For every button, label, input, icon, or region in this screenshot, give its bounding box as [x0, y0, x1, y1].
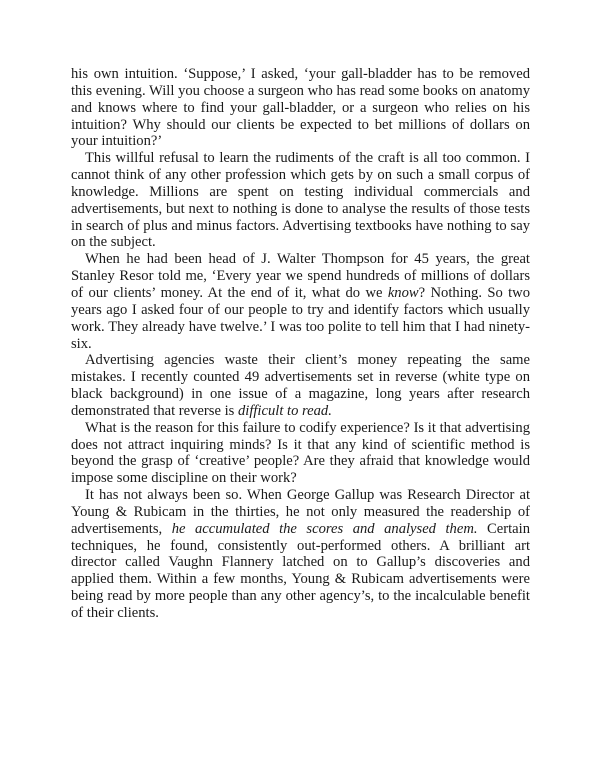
paragraph-text: Certain techniques, he found, consistently out-performed others. A brilliant art director called Vaughn Flannery latched on to Gallup’s discoveries and applied them. Within a few months, Young & Rubicam advertisements were being read by more people than any other agency’s, to the incalculable benefit of their clients. [71, 520, 530, 621]
paragraph-text: What is the reason for this failure to codify experience? Is it that advertising does not attract inquiring minds? Is it that any kind of scientific method is beyond the grasp of ‘creative’ people? Are they afraid that knowledge would impose some discipline on their work? [71, 419, 530, 487]
paragraph-text: his own intuition. ‘Suppose,’ I asked, ‘your gall-bladder has to be removed this evening. Will you choose a surgeon who has read some books on anatomy and knows where to find your gall-bladder, or a surgeon who relies on his intuition? Why should our clients be expected to bet millions of dollars on your intuition?’ [71, 66, 530, 150]
paragraph-text: It has not always been so. When George Gallup was Research Director at Young & Rubicam in the thirties, he not only measured the readership of advertisements, [71, 487, 530, 537]
emphasis-know: know [387, 284, 419, 301]
paragraph-continuation [71, 66, 530, 150]
paragraph-failure-to-codify [71, 420, 530, 487]
paragraph-text: This willful refusal to learn the rudiments of the craft is all too common. I cannot think of any other profession which gets by on such a small corpus of knowledge. Millions are spent on testing individual commercials and advertisements, but next to nothing is done to analyse the results of those tests in search of plus and minus factors. Advertising textbooks have nothing to say on the subject. [71, 150, 530, 251]
paragraph-reverse-type [71, 352, 530, 419]
paragraph-willful-refusal [71, 150, 530, 251]
document-page [71, 66, 530, 622]
emphasis-accumulated-scores: he accumulated the scores and analysed them. [171, 520, 478, 537]
paragraph-stanley-resor [71, 251, 530, 352]
paragraph-gallup [71, 487, 530, 622]
paragraph-text: ? Nothing. So two years ago I asked four of our people to try and identify factors which usually work. They already have twelve.’ I was too polite to tell him that I had ninety-six. [71, 284, 530, 352]
paragraph-text: When he had been head of J. Walter Thompson for 45 years, the great Stanley Resor told me, ‘Every year we spend hundreds of millions of dollars of our clients’ money. At the end of it, what do we [71, 251, 530, 301]
emphasis-difficult-to-read: difficult to read. [237, 402, 332, 419]
paragraph-text: Advertising agencies waste their client’s money repeating the same mistakes. I recently counted 49 advertisements set in reverse (white type on black background) in one issue of a magazine, long years after research demonstrated that reverse is [71, 352, 530, 419]
